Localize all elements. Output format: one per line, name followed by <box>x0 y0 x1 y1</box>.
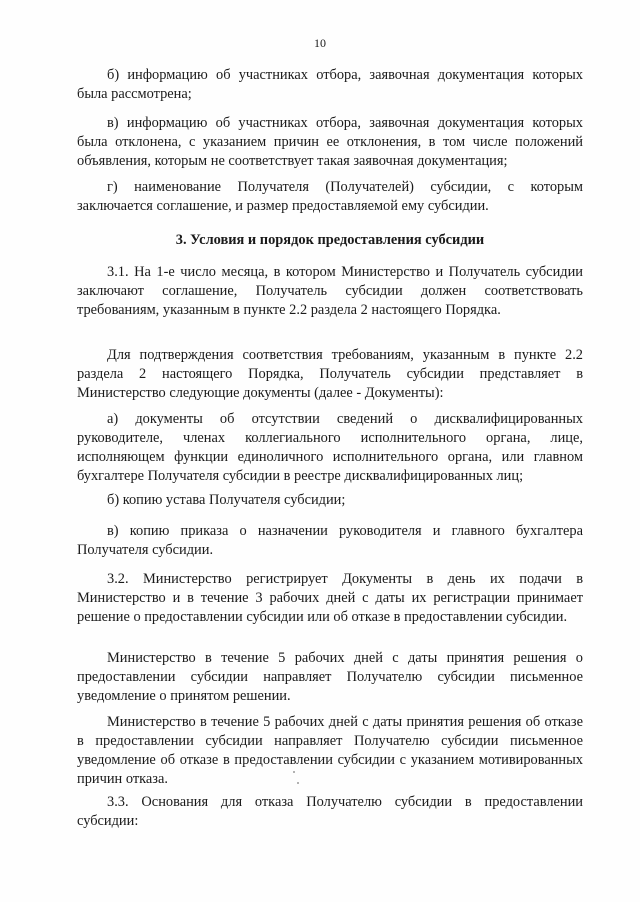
page-number: 10 <box>314 36 326 50</box>
paragraph-refusal-notice: Министерство в течение 5 рабочих дней с даты принятия решения об отказе в предоставлении субсидии направляет Получателю субсидии письменное уведомление об отказе в предоставлении субсидии с указанием мотивированных причин отказа. <box>77 714 583 787</box>
paragraph-3-1: 3.1. На 1-е число месяца, в котором Министерство и Получатель субсидии заключают соглашение, Получатель субсидии должен соответствовать требованиям, указанным в пункте 2.2 раздела 2 настоящего Порядка. <box>77 264 583 318</box>
paragraph-v-order-copy: в) копию приказа о назначении руководителя и главного бухгалтера Получателя субсидии. <box>77 523 583 558</box>
paragraph-b-charter-copy: б) копию устава Получателя субсидии; <box>107 492 346 508</box>
paragraph-confirmation-documents: Для подтверждения соответствия требованиям, указанным в пункте 2.2 раздела 2 настоящего Порядка, Получатель субсидии представляет в Министерство следующие документы (далее - Документы): <box>77 347 583 401</box>
paragraph-b-info-considered: б) информацию об участниках отбора, заявочная документация которых была рассмотрена; <box>77 67 583 102</box>
paragraph-g-recipient-name: г) наименование Получателя (Получателей) субсидии, с которым заключается соглашение, и размер предоставляемой ему субсидии. <box>77 179 583 214</box>
paragraph-decision-notice: Министерство в течение 5 рабочих дней с даты принятия решения о предоставлении субсидии направляет Получателю субсидии письменное уведомление о принятом решении. <box>77 650 583 704</box>
scan-speck <box>293 771 295 773</box>
paragraph-a-disqualified-registry: а) документы об отсутствии сведений о дисквалифицированных руководителе, членах коллегиального исполнительного органа, лице, исполняющем функции единоличного исполнительного органа, или главном бухгалтере Получателя субсидии в реестре дисквалифицированных лиц; <box>77 411 583 484</box>
section-heading: 3. Условия и порядок предоставления субсидии <box>175 232 485 248</box>
paragraph-3-3: 3.3. Основания для отказа Получателю субсидии в предоставлении субсидии: <box>77 794 583 829</box>
paragraph-v-info-rejected: в) информацию об участниках отбора, заявочная документация которых была отклонена, с указанием причин ее отклонения, в том числе положений объявления, которым не соответствует такая заявочная документация; <box>77 115 583 169</box>
scan-speck <box>297 782 299 784</box>
paragraph-3-2: 3.2. Министерство регистрирует Документы в день их подачи в Министерство и в течение 3 рабочих дней с даты их регистрации принимает решение о предоставлении субсидии или об отказе в предоставлении субсидии. <box>77 571 583 625</box>
